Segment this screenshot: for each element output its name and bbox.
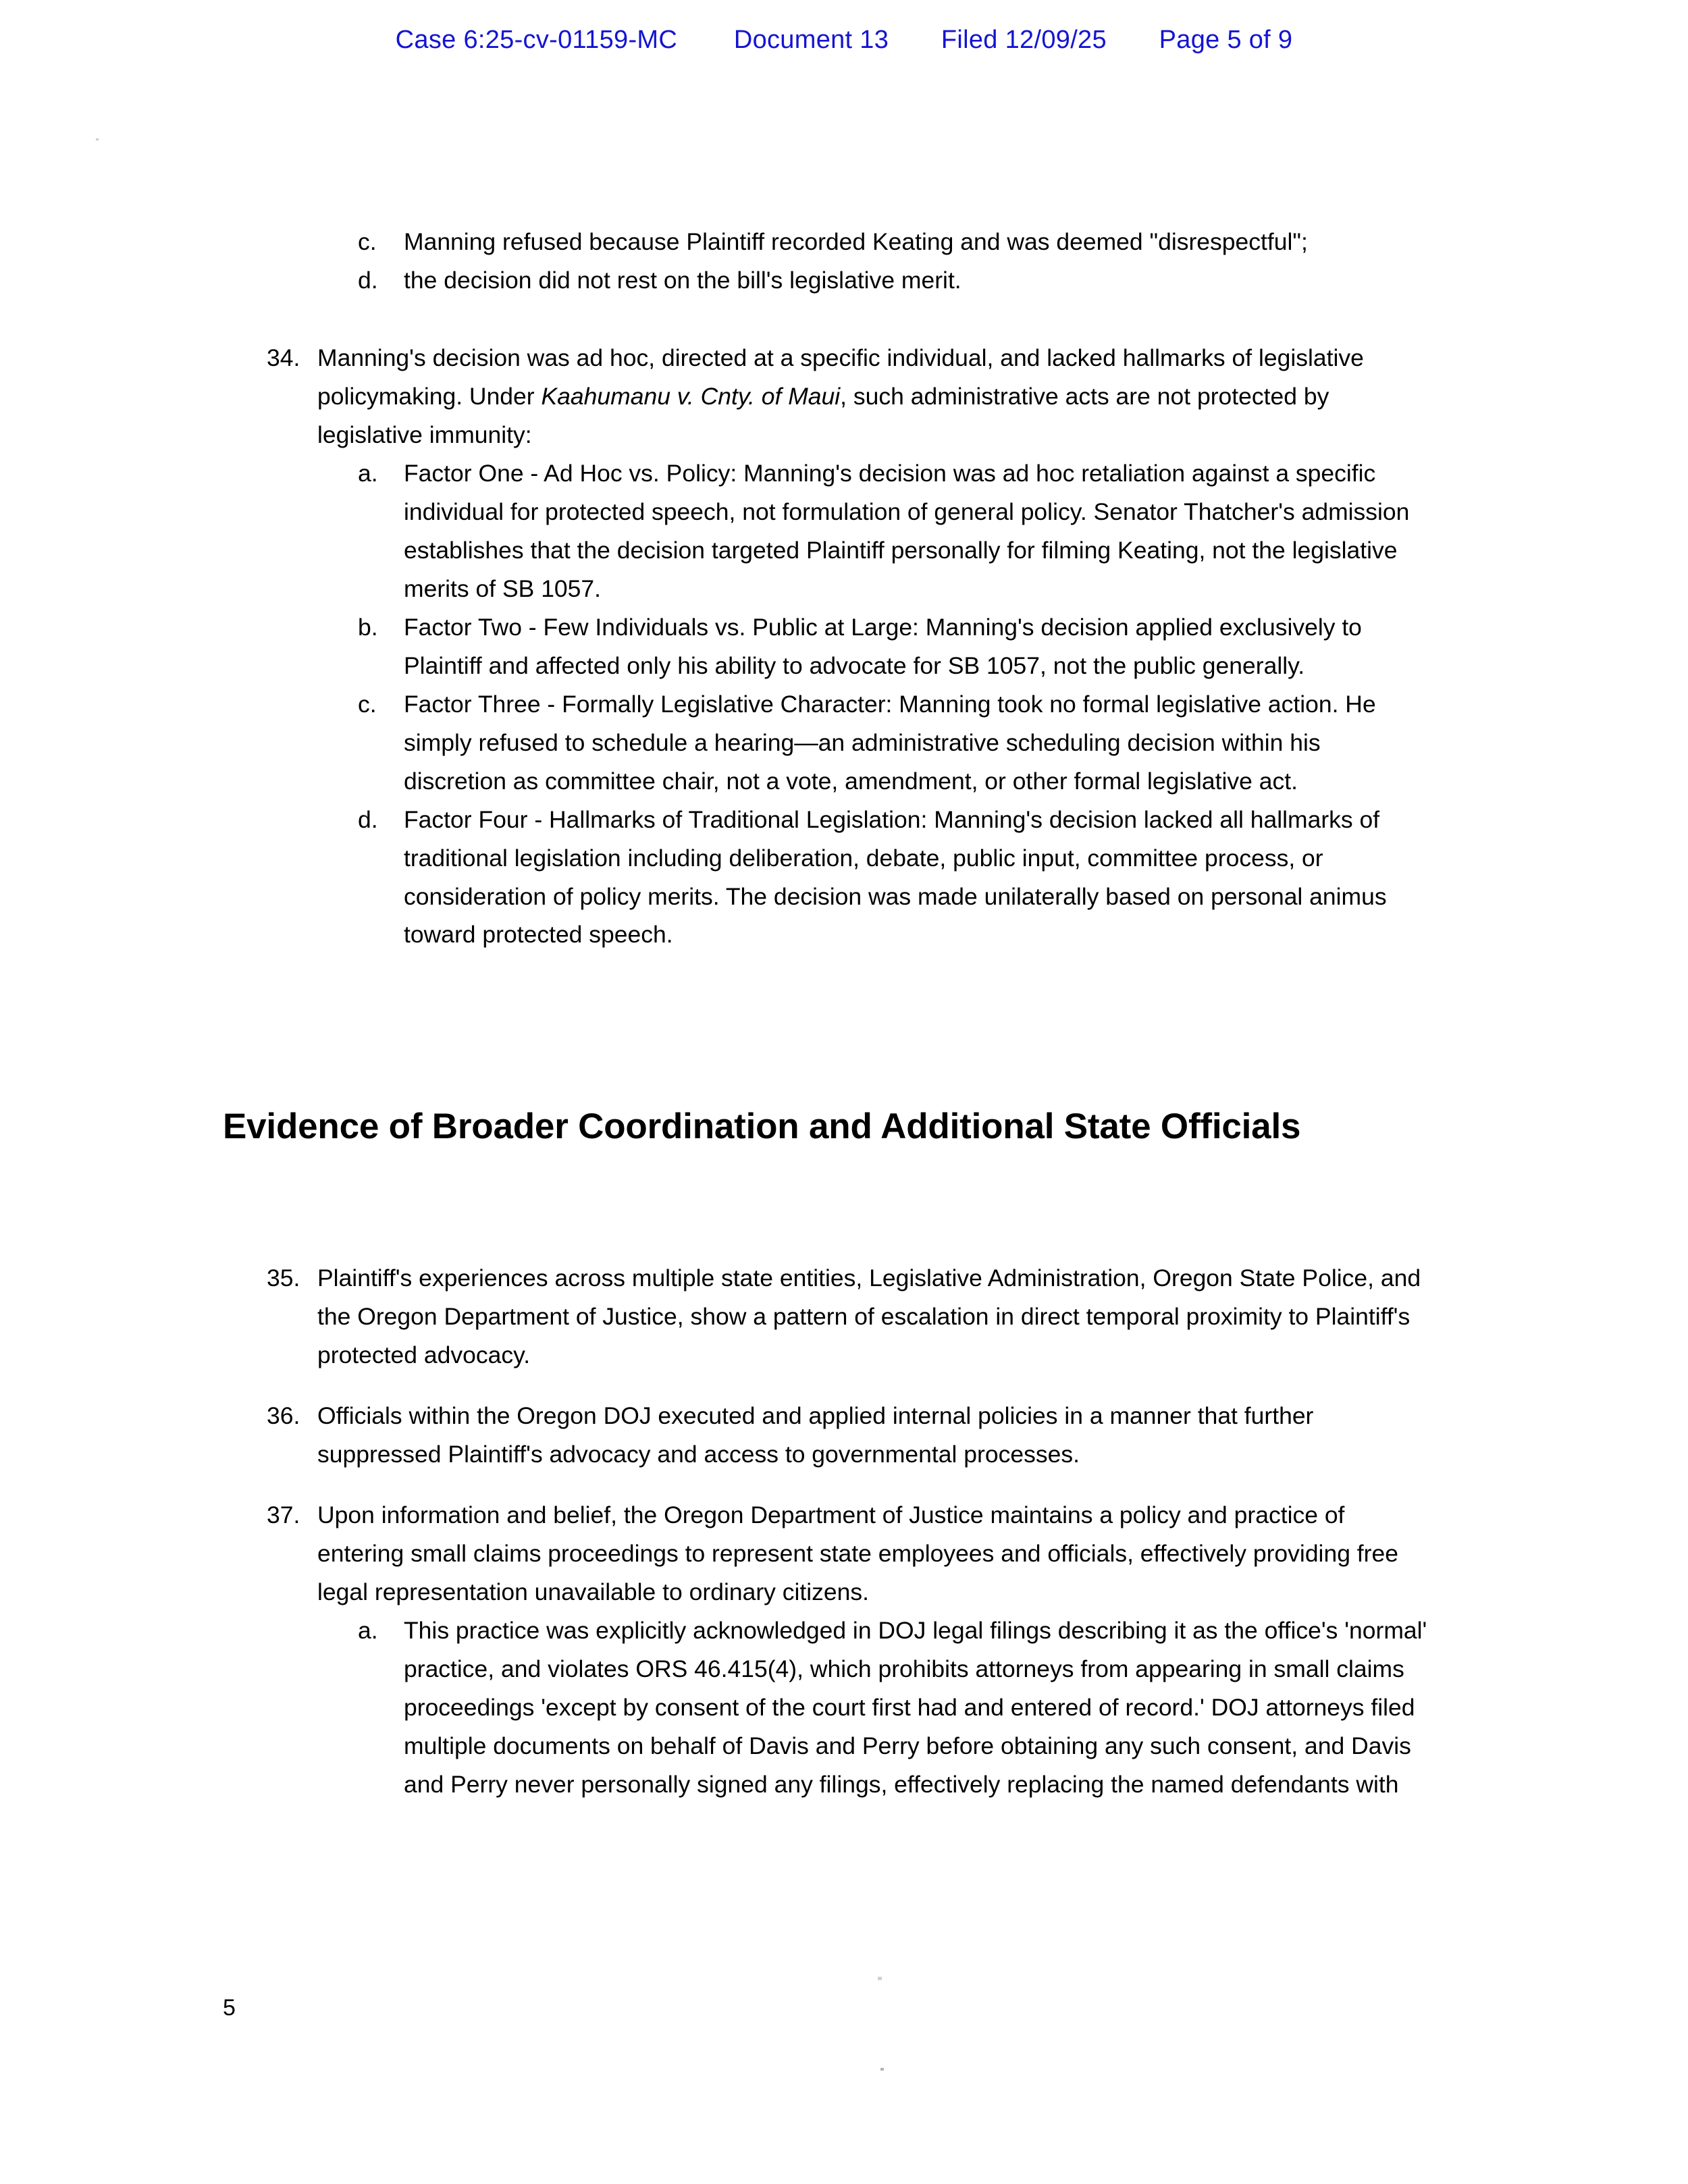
- list-item-text: Factor Two - Few Individuals vs. Public at Large: Manning's decision applied exclusively to Plaintiff and affected only his ability to advocate for SB 1057, not the public generally.: [404, 613, 1362, 679]
- numbered-paragraph-36: [267, 1397, 1428, 1474]
- paragraph-37-sublist: [267, 1612, 1428, 1804]
- numbered-paragraph-37: [267, 1496, 1428, 1612]
- paragraph-text-before-citation: Manning's decision was ad hoc, directed at a specific individual, and lacked hallmarks of legislative policymaking. Under: [317, 344, 1364, 410]
- header-document-number: Document 13: [733, 26, 889, 54]
- list-marker: c.: [358, 228, 377, 255]
- document-body-lower: [0, 1259, 1688, 1804]
- paragraph-gap: [0, 1474, 1688, 1496]
- ecf-header-stamp: [0, 26, 1688, 55]
- header-filed-date: Filed 12/09/25: [941, 26, 1107, 54]
- list-marker: b.: [358, 613, 378, 641]
- scan-speck: [878, 1977, 882, 1980]
- paragraph-gap: [0, 1375, 1688, 1397]
- list-item-text: Factor Three - Formally Legislative Character: Manning took no formal legislative action. He simply refused to schedule a hearing—an administrative scheduling decision within his discretion as committee chair, not a vote, amendment, or other formal legislative act.: [404, 690, 1376, 795]
- list-marker: d.: [358, 805, 378, 833]
- scan-speck: [880, 2068, 884, 2071]
- scan-speck: [96, 138, 99, 140]
- list-item-text: Factor One - Ad Hoc vs. Policy: Manning's decision was ad hoc retaliation against a specific individual for protected speech, not formulation of general policy. Senator Thatcher's admission establishes that the decision targeted Plaintiff personally for filming Keating, not the legislative merits of SB 1057.: [404, 459, 1410, 602]
- list-item: [358, 608, 1428, 685]
- list-marker: a.: [358, 1616, 378, 1644]
- list-item-text: This practice was explicitly acknowledged in DOJ legal filings describing it as the office's 'normal' practice, and violates ORS 46.415(4), which prohibits attorneys from appearing in small claims proceedings 'except by consent of the court first had and entered of record.' DOJ attorneys filed multiple documents on behalf of Davis and Perry before obtaining any such consent, and Davis and Perry never personally signed any filings, effectively replacing the named defendants with: [404, 1616, 1427, 1798]
- continued-sublist: [267, 223, 1428, 300]
- list-item: [358, 223, 1428, 261]
- paragraph-text: Officials within the Oregon DOJ executed and applied internal policies in a manner that further suppressed Plaintiff's advocacy and access to governmental processes.: [317, 1402, 1314, 1468]
- numbered-paragraph-34: [267, 339, 1428, 454]
- list-item: [358, 261, 1428, 300]
- paragraph-marker: 36.: [267, 1402, 300, 1429]
- list-item: [358, 454, 1428, 608]
- header-case-number: Case 6:25-cv-01159-MC: [395, 26, 678, 54]
- paragraph-text-after-citation: , such administrative acts are not protected by legislative immunity:: [317, 382, 1329, 448]
- paragraph-text: Plaintiff's experiences across multiple state entities, Legislative Administration, Oregon State Police, and the Oregon Department of Justice, show a pattern of escalation in direct temporal proximity to Plaintiff's protected advocacy.: [317, 1264, 1421, 1368]
- list-item: [358, 1612, 1428, 1804]
- list-item-text: Manning refused because Plaintiff recorded Keating and was deemed "disrespectful";: [404, 228, 1308, 255]
- footer-page-number: 5: [223, 1995, 236, 2021]
- list-item: [358, 685, 1428, 801]
- paragraph-34-sublist: [267, 454, 1428, 955]
- case-citation: Kaahumanu v. Cnty. of Maui: [541, 382, 841, 410]
- paragraph-marker: 35.: [267, 1264, 300, 1291]
- section-heading: Evidence of Broader Coordination and Additional State Officials: [223, 1107, 1301, 1146]
- paragraph-text: Upon information and belief, the Oregon Department of Justice maintains a policy and practice of entering small claims proceedings to represent state employees and officials, effectively providing free legal representation unavailable to ordinary citizens.: [317, 1501, 1398, 1605]
- list-item-text: Factor Four - Hallmarks of Traditional Legislation: Manning's decision lacked all hallmarks of traditional legislation including deliberation, debate, public input, committee process, or consideration of policy merits. The decision was made unilaterally based on personal animus toward protected speech.: [404, 805, 1387, 949]
- list-marker: a.: [358, 459, 378, 487]
- numbered-paragraph-35: [267, 1259, 1428, 1375]
- paragraph-gap: [0, 300, 1688, 339]
- list-item-text: the decision did not rest on the bill's legislative merit.: [404, 266, 961, 294]
- list-item: [358, 801, 1428, 955]
- document-body: [0, 223, 1688, 954]
- paragraph-marker: 37.: [267, 1501, 300, 1528]
- list-marker: d.: [358, 266, 378, 294]
- header-page-of: Page 5 of 9: [1159, 26, 1293, 54]
- paragraph-marker: 34.: [267, 344, 300, 371]
- list-marker: c.: [358, 690, 377, 718]
